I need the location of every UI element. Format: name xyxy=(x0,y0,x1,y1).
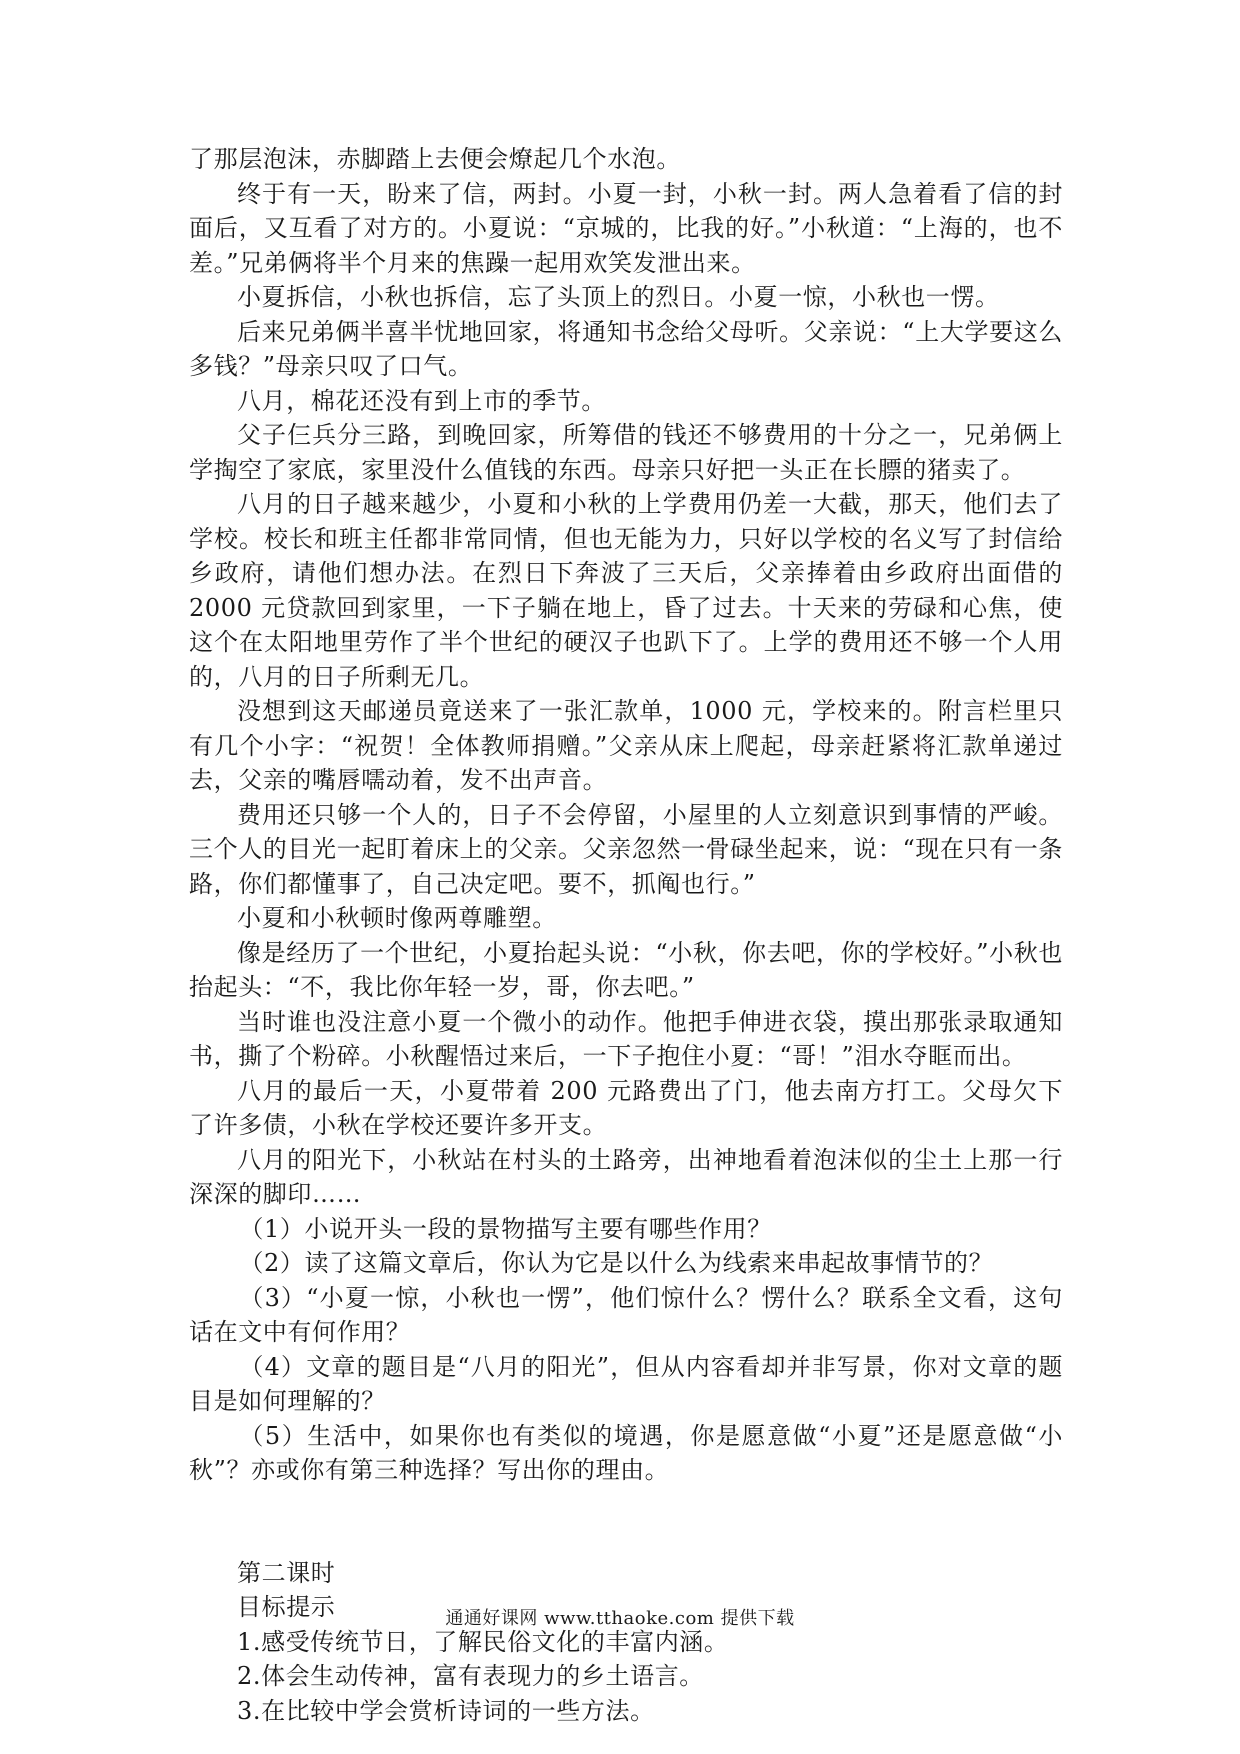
goal-item: 1.感受传统节日，了解民俗文化的丰富内涵。 xyxy=(237,1627,729,1656)
question-item: （2）读了这篇文章后，你认为它是以什么为线索来串起故事情节的？ xyxy=(239,1249,994,1277)
section-spacer xyxy=(189,1488,1063,1556)
section-title: 第二课时 xyxy=(237,1558,336,1587)
story-paragraph: 八月的日子越来越少，小夏和小秋的上学费用仍差一大截，那天，他们去了学校。校长和班主任都非常同情，但也无能为力，只好以学校的名义写了封信给乡政府，请他们想办法。在烈日下奔波了三天后，父亲捧着由乡政府出面借的 2000 元贷款回到家里，一下子躺在地上，昏了过去。十天来的劳碌和心焦，使这个在太阳地里劳作了半个世纪的硬汉子也趴下了。上学的费用还不够一个人用的，八月的日子所剩无几。 xyxy=(189,490,1063,691)
story-paragraph: 终于有一天，盼来了信，两封。小夏一封，小秋一封。两人急着看了信的封面后，又互看了对方的。小夏说：“京城的，比我的好。”小秋道：“上海的，也不差。”兄弟俩将半个月来的焦躁一起用欢笑发泄出来。 xyxy=(189,179,1063,277)
story-body xyxy=(189,142,1063,1212)
question-list xyxy=(189,1212,1063,1488)
story-paragraph: 八月的最后一天，小夏带着 200 元路费出了门，他去南方打工。父母欠下了许多债，小秋在学校还要许多开支。 xyxy=(189,1076,1063,1139)
text-block xyxy=(189,142,1063,1728)
page-footer: 通通好课网 www.tthaoke.com 提供下载 xyxy=(445,1608,795,1629)
question-item: （3）“小夏一惊，小秋也一愣”，他们惊什么？愣什么？联系全文看，这句话在文中有何作用？ xyxy=(189,1283,1063,1346)
question-item: （1）小说开头一段的景物描写主要有哪些作用？ xyxy=(239,1214,772,1243)
story-paragraph: 八月，棉花还没有到上市的季节。 xyxy=(237,386,606,415)
question-item: （5）生活中，如果你也有类似的境遇，你是愿意做“小夏”还是愿意做“小秋”？亦或你有第三种选择？写出你的理由。 xyxy=(189,1421,1063,1484)
goal-item: 2.体会生动传神，富有表现力的乡土语言。 xyxy=(237,1662,704,1690)
story-paragraph: 了那层泡沫，赤脚踏上去便会燎起几个水泡。 xyxy=(189,145,681,173)
story-paragraph: 父子仨兵分三路，到晚回家，所筹借的钱还不够费用的十分之一，兄弟俩上学掏空了家底，家里没什么值钱的东西。母亲只好把一头正在长膘的猪卖了。 xyxy=(189,421,1063,484)
story-paragraph: 像是经历了一个世纪，小夏抬起头说：“小秋，你去吧，你的学校好。”小秋也抬起头：“不，我比你年轻一岁，哥，你去吧。” xyxy=(189,938,1063,1001)
section-subtitle: 目标提示 xyxy=(237,1593,336,1621)
story-paragraph: 当时谁也没注意小夏一个微小的动作。他把手伸进衣袋，摸出那张录取通知书，撕了个粉碎。小秋醒悟过来后，一下子抱住小夏：“哥！”泪水夺眶而出。 xyxy=(189,1007,1063,1070)
story-paragraph: 小夏拆信，小秋也拆信，忘了头顶上的烈日。小夏一惊，小秋也一愣。 xyxy=(237,283,1000,311)
lesson-section xyxy=(189,1556,1063,1729)
story-paragraph: 没想到这天邮递员竟送来了一张汇款单，1000 元，学校来的。附言栏里只有几个小字：“祝贺！全体教师捐赠。”父亲从床上爬起，母亲赶紧将汇款单递过去，父亲的嘴唇嚅动着，发不出声音。 xyxy=(189,697,1063,794)
goal-item: 3.在比较中学会赏析诗词的一些方法。 xyxy=(237,1696,655,1725)
question-item: （4）文章的题目是“八月的阳光”，但从内容看却并非写景，你对文章的题目是如何理解的？ xyxy=(189,1352,1063,1415)
story-paragraph: 小夏和小秋顿时像两尊雕塑。 xyxy=(237,904,557,932)
story-paragraph: 后来兄弟俩半喜半忧地回家，将通知书念给父母听。父亲说：“上大学要这么多钱？”母亲只叹了口气。 xyxy=(189,317,1063,380)
story-paragraph: 八月的阳光下，小秋站在村头的土路旁，出神地看着泡沫似的尘土上那一行深深的脚印…… xyxy=(189,1145,1063,1208)
story-paragraph: 费用还只够一个人的，日子不会停留，小屋里的人立刻意识到事情的严峻。三个人的目光一起盯着床上的父亲。父亲忽然一骨碌坐起来，说：“现在只有一条路，你们都懂事了，自己决定吧。要不，抓阄也行。” xyxy=(189,800,1063,898)
